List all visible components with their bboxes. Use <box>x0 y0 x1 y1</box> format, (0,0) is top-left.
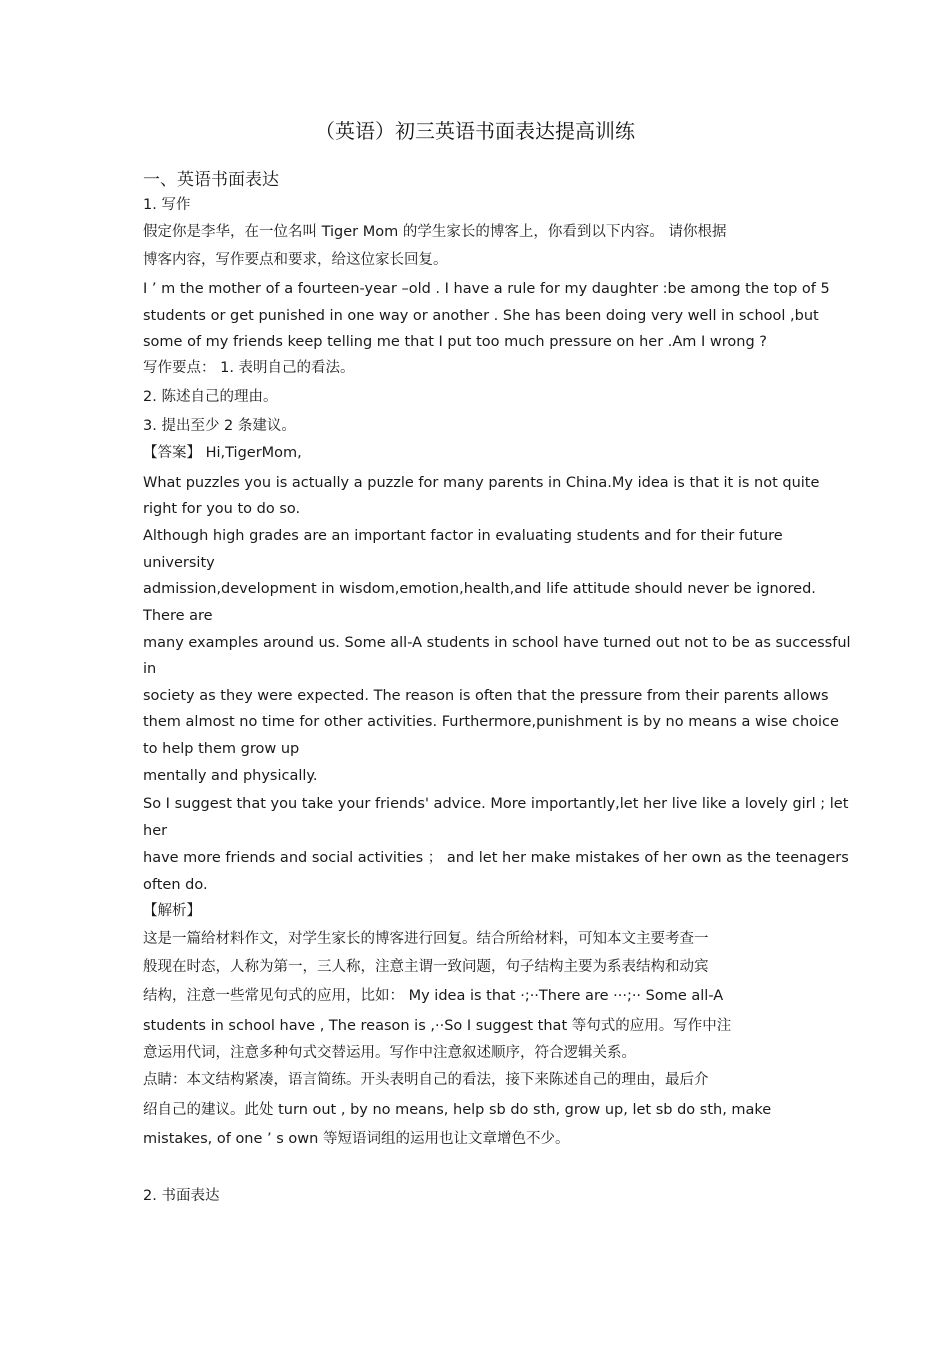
document-title: （英语）初三英语书面表达提高训练 <box>315 119 635 143</box>
note-line: mistakes, of one ’ s own 等短语词组的运用也让文章增色不少。 <box>143 1131 570 1147</box>
answer-line: often do. <box>143 877 208 893</box>
blog-line: students or get punished in one way or another . She has been doing very well in school ,but <box>143 308 819 324</box>
question-number: 1. 写作 <box>143 197 191 213</box>
analysis-line: 结构，注意一些常见句式的应用，比如： My idea is that ·;··There are ···;·· Some all-A <box>143 988 724 1004</box>
analysis-line: 般现在时态，人称为第一，三人称，注意主谓一致问题，句子结构主要为系表结构和动宾 <box>143 959 709 975</box>
section-heading: 一、英语书面表达 <box>143 170 279 190</box>
analysis-line: 意运用代词，注意多种句式交替运用。写作中注意叙述顺序，符合逻辑关系。 <box>143 1045 636 1061</box>
answer-line: many examples around us. Some all-A students in school have turned out not to be as successful <box>143 635 851 651</box>
writing-point: 2. 陈述自己的理由。 <box>143 389 278 405</box>
question-number: 2. 书面表达 <box>143 1188 220 1204</box>
answer-line: in <box>143 661 157 677</box>
answer-line: them almost no time for other activities. Furthermore,punishment is by no means a wise choice <box>143 714 839 730</box>
prompt-line: 博客内容，写作要点和要求，给这位家长回复。 <box>143 252 448 268</box>
blog-line: some of my friends keep telling me that I put too much pressure on her .Am I wrong ? <box>143 334 768 350</box>
writing-point: 3. 提出至少 2 条建议。 <box>143 418 296 434</box>
analysis-heading: 【解析】 <box>143 903 201 919</box>
prompt-line: 假定你是李华，在一位名叫 Tiger Mom 的学生家长的博客上，你看到以下内容。 请你根据 <box>143 224 727 240</box>
writing-point: 写作要点： 1. 表明自己的看法。 <box>143 360 355 376</box>
answer-line: There are <box>143 608 213 624</box>
blog-line: I ’ m the mother of a fourteen-year –old . I have a rule for my daughter :be among the top of 5 <box>143 281 830 297</box>
answer-line: What puzzles you is actually a puzzle for many parents in China.My idea is that it is not quite <box>143 475 820 491</box>
answer-line: mentally and physically. <box>143 768 318 784</box>
answer-line: society as they were expected. The reason is often that the pressure from their parents allows <box>143 688 829 704</box>
analysis-line: 这是一篇给材料作文，对学生家长的博客进行回复。结合所给材料，可知本文主要考查一 <box>143 931 709 947</box>
note-line: 绍自己的建议。此处 turn out , by no means, help sb do sth, grow up, let sb do sth, make <box>143 1102 772 1118</box>
answer-line: have more friends and social activities ； and let her make mistakes of her own as the teenagers <box>143 850 849 866</box>
note-line: 点睛：本文结构紧凑，语言简练。开头表明自己的看法，接下来陈述自己的理由，最后介 <box>143 1072 709 1088</box>
answer-line: to help them grow up <box>143 741 300 757</box>
answer-line: university <box>143 555 215 571</box>
answer-line: admission,development in wisdom,emotion,health,and life attitude should never be ignored. <box>143 581 816 597</box>
answer-line: right for you to do so. <box>143 501 301 517</box>
answer-line: Although high grades are an important factor in evaluating students and for their future <box>143 528 783 544</box>
answer-line: So I suggest that you take your friends' advice. More importantly,let her live like a lovely girl ; let <box>143 796 849 812</box>
answer-heading: 【答案】 Hi,TigerMom, <box>143 445 302 461</box>
answer-line: her <box>143 823 168 839</box>
analysis-line: students in school have , The reason is ,··So I suggest that 等句式的应用。写作中注 <box>143 1018 732 1034</box>
